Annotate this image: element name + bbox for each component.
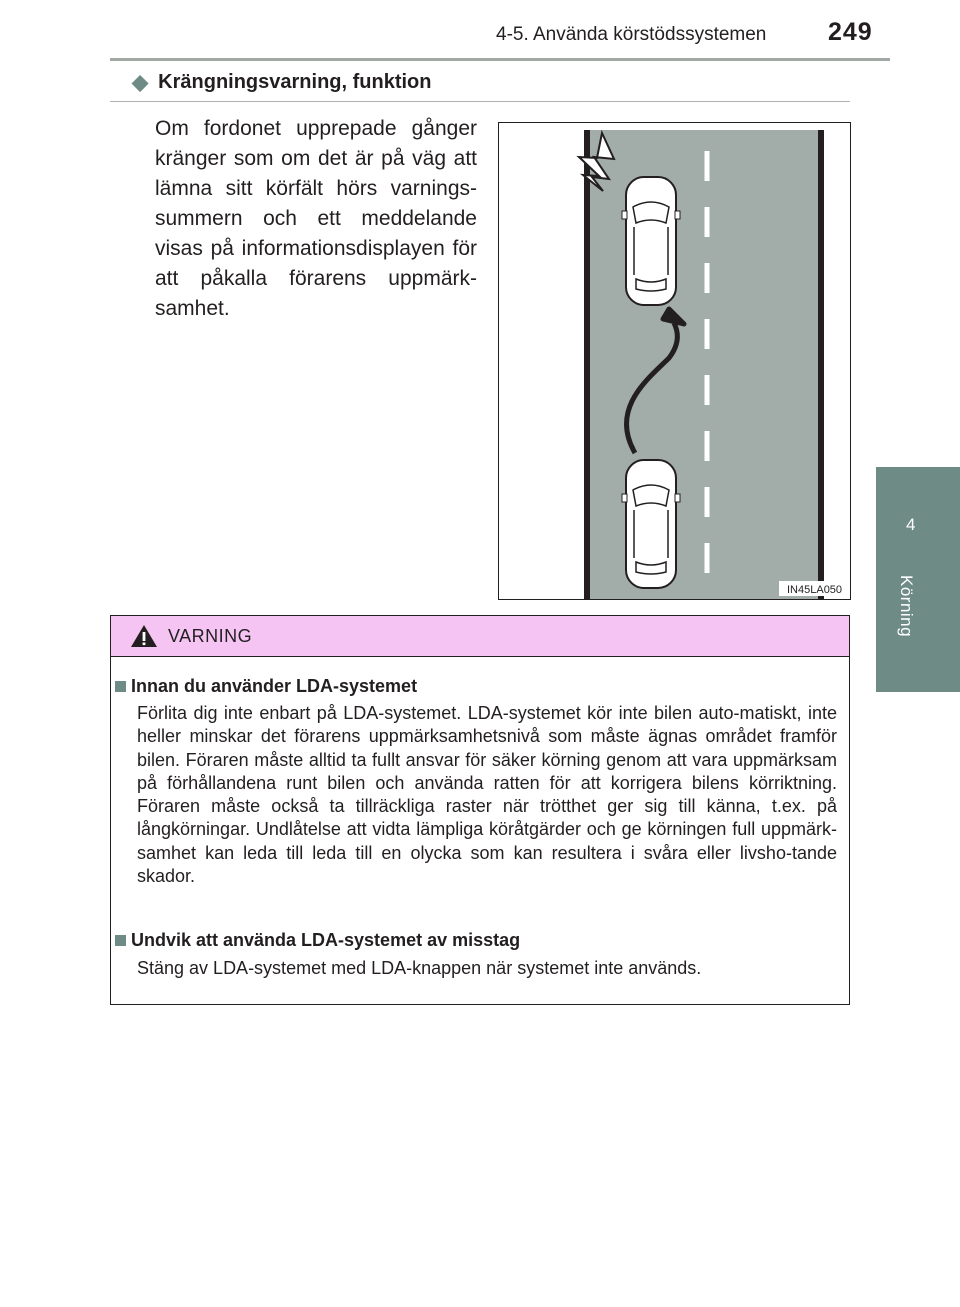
car-top-icon [622, 177, 680, 305]
page-number: 249 [828, 18, 873, 46]
car-top-icon [622, 460, 680, 588]
section-title: 4-5. Använda körstödssystemen [496, 24, 767, 45]
chapter-side-tab [876, 467, 960, 692]
warning-item-text: Stäng av LDA-systemet med LDA-knappen när systemet inte används. [137, 958, 702, 978]
lane-departure-illustration [498, 122, 851, 600]
warning-item-title-text: Innan du använder LDA-systemet [131, 676, 418, 696]
road-surface [589, 130, 821, 599]
chapter-label: Körning [897, 575, 916, 638]
warning-item-title-text: Undvik att använda LDA-systemet av misstag [131, 930, 521, 950]
warning-item-text: Förlita dig inte enbart på LDA-systemet. LDA-systemet kör inte bilen auto-matiskt, inte heller minskar det förarens uppmärksamhetsnivå som måste ägnas området framför bilen. Föraren måste alltid ta fullt ansvar för säker körning genom att vara uppmärksam på förhållandena runt bilen och använda ratten för att korrigera bilens körriktning. Föraren måste också ta tillräckliga raster när trötthet ger sig till känna, t.ex. på långkörningar. Undlåtelse att vidta lämpliga köråtgärder och ge körningen full uppmärk-samhet kan leda till leda till en olycka som kan resultera i svåra eller livsho-tande skador. [137, 703, 837, 887]
warning-box [110, 615, 850, 1005]
diamond-bullet-icon: ◆ [132, 71, 149, 94]
square-bullet-icon [115, 935, 126, 946]
warning-title: VARNING [168, 626, 253, 646]
car-drifting-lane-icon [499, 123, 850, 599]
warning-item-title [115, 930, 520, 951]
section-heading-text: Krängningsvarning, funktion [158, 71, 432, 93]
header-rule [110, 58, 890, 61]
illustration-code: IN45LA050 [787, 584, 843, 596]
section-heading [132, 70, 432, 95]
square-bullet-icon [115, 681, 126, 692]
body-paragraph: Om fordonet upprepade gånger kränger som om det är på väg att lämna sitt körfält hörs varnings-summern och ett meddelande visas på informationsdisplayen för att påkalla förarens uppmärk-samhet. [155, 117, 477, 320]
chapter-number: 4 [906, 515, 916, 534]
warning-header [111, 616, 849, 657]
warning-triangle-icon [130, 624, 158, 648]
heading-rule [110, 101, 850, 102]
warning-item-title [115, 676, 417, 697]
